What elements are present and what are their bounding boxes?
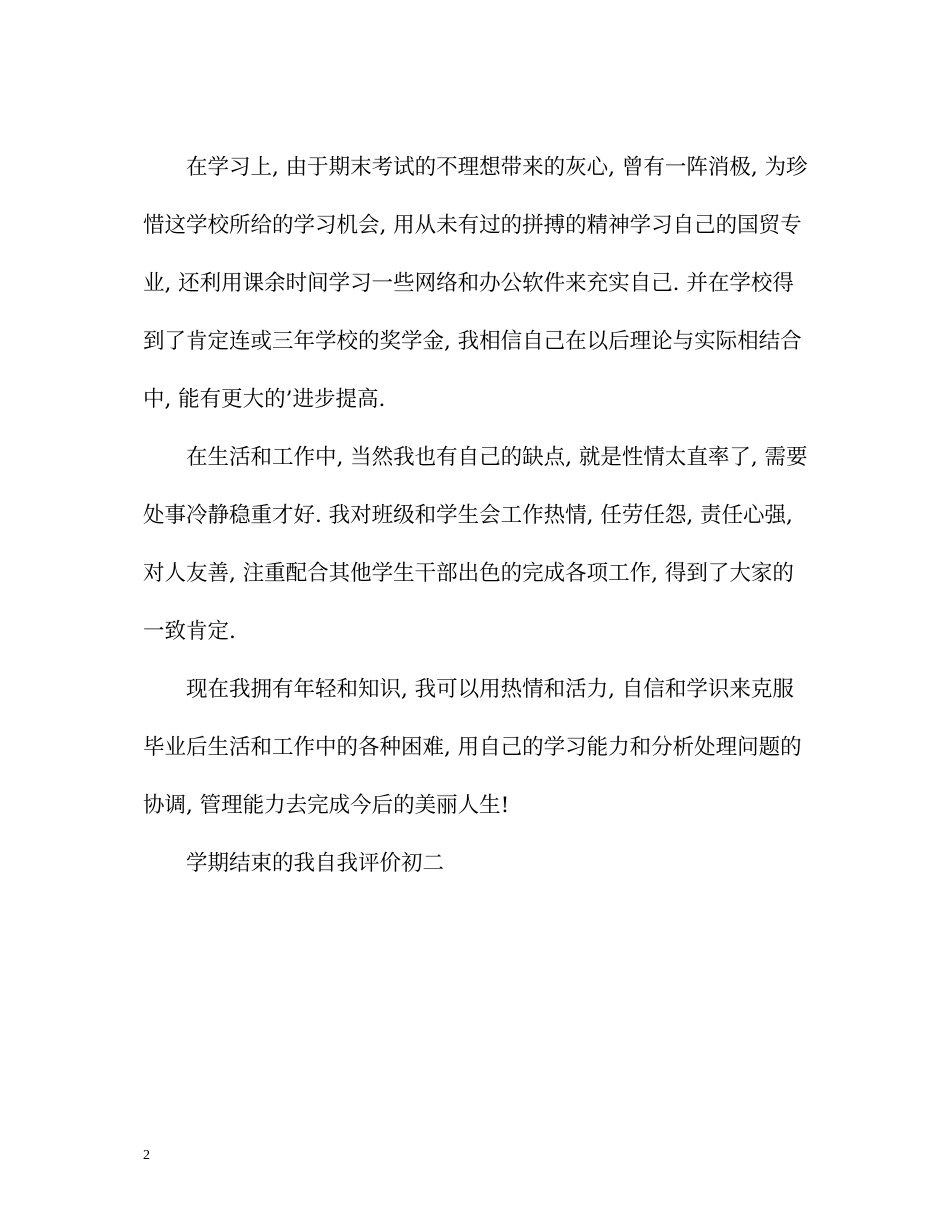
document-body <box>143 139 811 893</box>
paragraph-line: 在生活和工作中, 当然我也有自己的缺点, 就是性情太直率了, 需要 <box>186 445 808 470</box>
page-number: 2 <box>143 1148 150 1163</box>
paragraph-study <box>143 139 811 429</box>
section-heading: 学期结束的我自我评价初二 <box>186 851 445 876</box>
paragraph-line: 协调, 管理能力去完成今后的美丽人生! <box>143 793 510 818</box>
paragraph-line: 处事冷静稳重才好. 我对班级和学生会工作热情, 任劳任怨, 责任心强, <box>143 503 793 528</box>
paragraph-heading-next <box>143 835 811 893</box>
paragraph-future <box>143 661 811 835</box>
paragraph-line: 业, 还利用课余时间学习一些网络和办公软件来充实自己. 并在学校得 <box>143 271 794 296</box>
paragraph-line: 中, 能有更大的’进步提高. <box>143 387 386 412</box>
paragraph-line: 在学习上, 由于期末考试的不理想带来的灰心, 曾有一阵消极, 为珍 <box>186 155 808 180</box>
paragraph-line: 毕业后生活和工作中的各种困难, 用自己的学习能力和分析处理问题的 <box>143 735 802 760</box>
paragraph-line: 现在我拥有年轻和知识, 我可以用热情和活力, 自信和学识来克服 <box>186 677 794 702</box>
paragraph-line: 对人友善, 注重配合其他学生干部出色的完成各项工作, 得到了大家的 <box>143 561 794 586</box>
paragraph-line: 一致肯定. <box>143 619 236 644</box>
paragraph-life-work <box>143 429 811 661</box>
paragraph-line: 惜这学校所给的学习机会, 用从未有过的拼搏的精神学习自己的国贸专 <box>143 213 802 238</box>
paragraph-line: 到了肯定连或三年学校的奖学金, 我相信自己在以后理论与实际相结合 <box>143 329 802 354</box>
